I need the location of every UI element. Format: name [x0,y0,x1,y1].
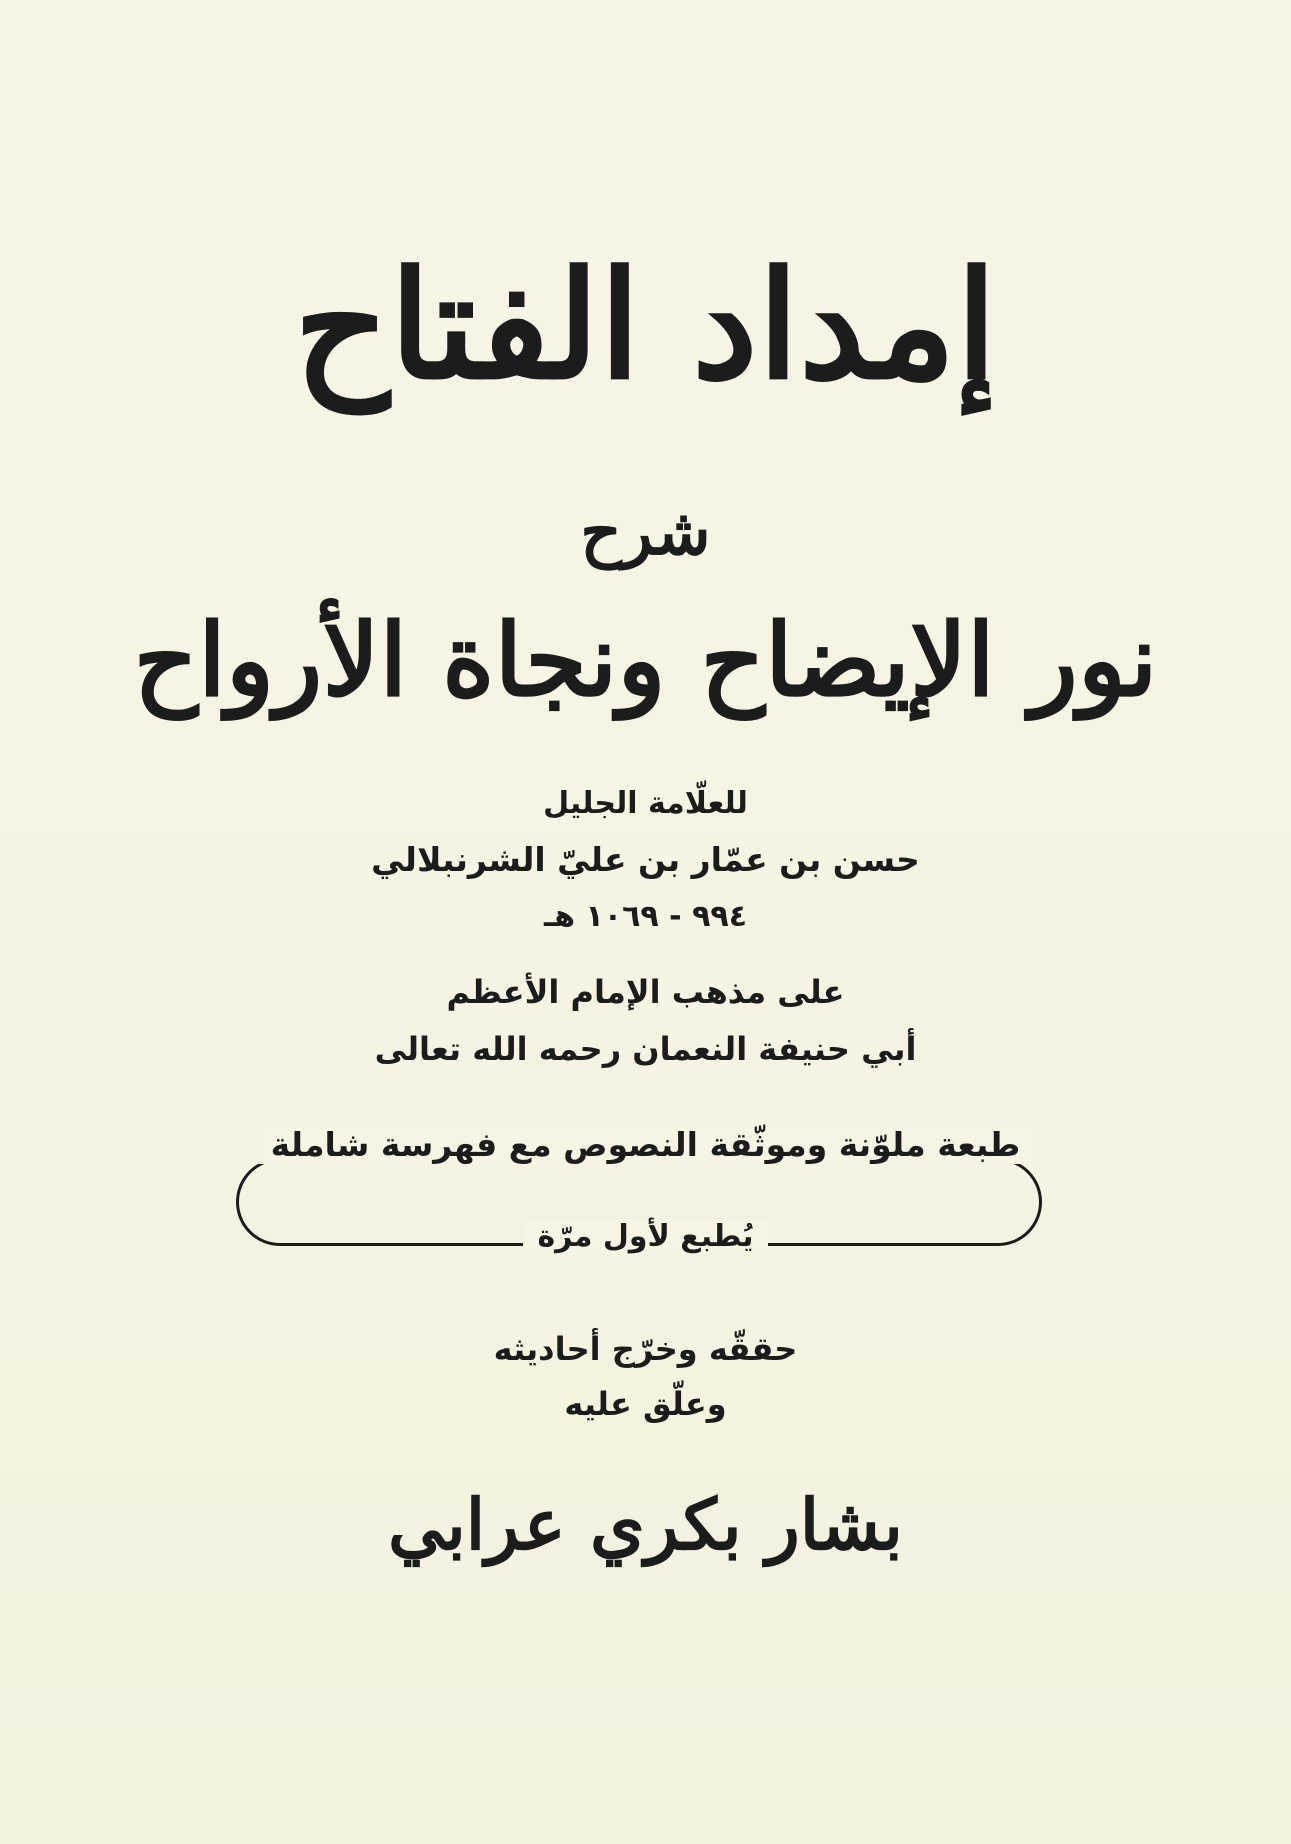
editor-name: بشار بكري عرابي [387,1483,904,1566]
sharh-label: شرح [580,495,711,570]
edition-line-1-text: طبعة ملوّنة وموثّقة النصوص مع فهرسة شاملة [257,1125,1035,1164]
edition-line-2 [0,1212,1291,1262]
madhhab-line-2: أبي حنيفة النعمان رحمه الله تعالى [374,1030,917,1068]
author-intro: للعلّامة الجليل [543,786,748,821]
author-name: حسن بن عمّار بن عليّ الشرنبلالي [371,840,920,879]
editor-role-line-1: حققّه وخرّج أحاديثه [493,1330,798,1368]
editor-role-line-2: وعلّق عليه [564,1385,727,1423]
main-title: إمداد الفتاح [294,238,997,412]
subtitle: نور الإيضاح ونجاة الأرواح [133,601,1158,719]
madhhab-line-1: على مذهب الإمام الأعظم [446,973,845,1011]
author-dates: ٩٩٤ - ١٠٦٩ هـ [543,899,748,934]
edition-line-2-text: يُطبع لأول مرّة [523,1219,767,1254]
edition-line-1 [0,1118,1291,1172]
